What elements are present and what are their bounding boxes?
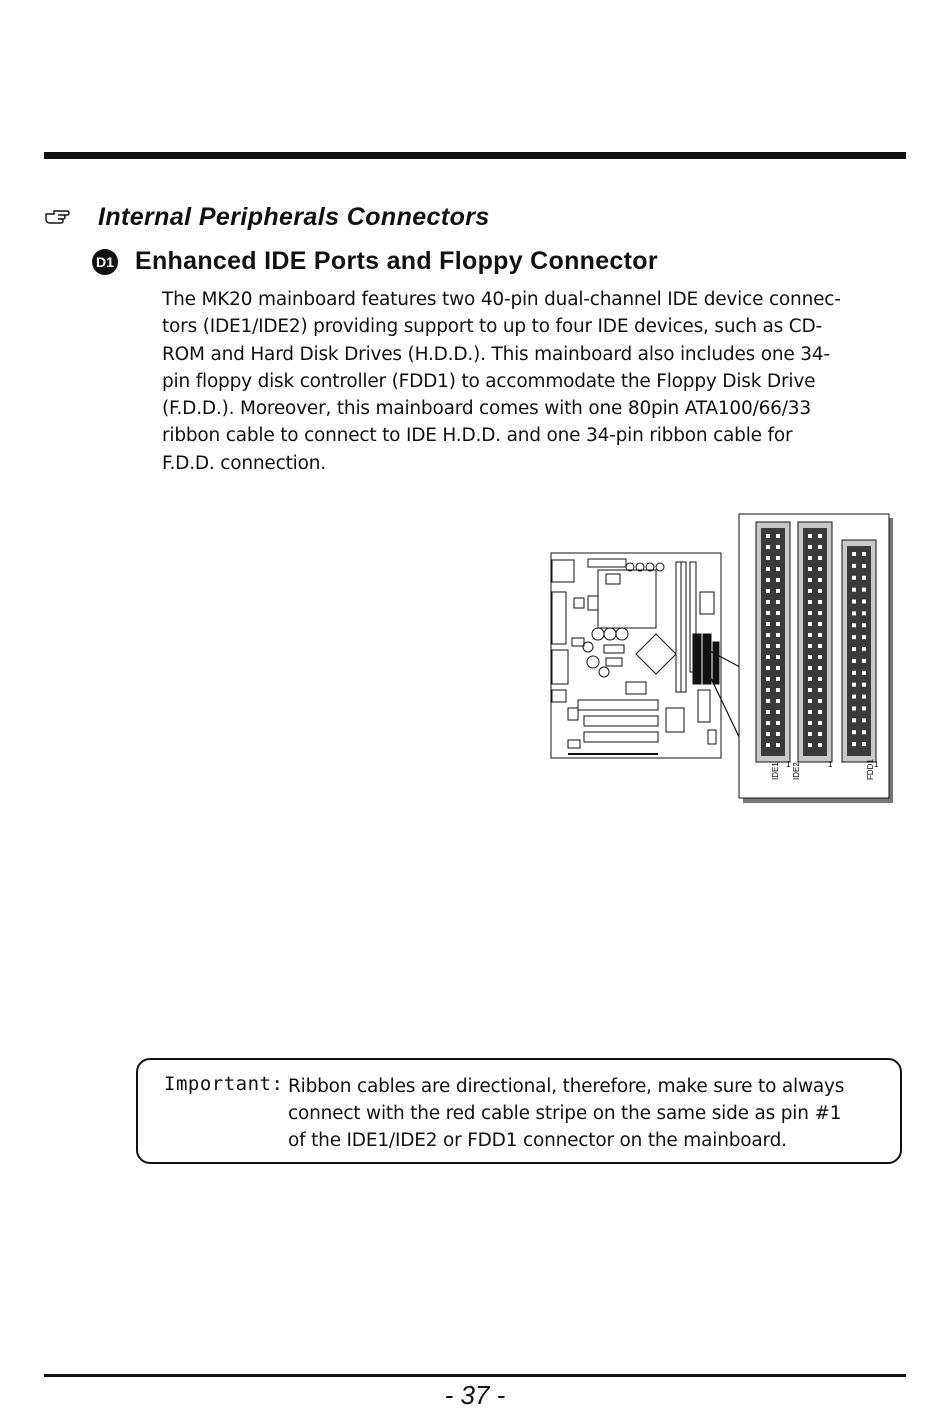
body-paragraph [162, 286, 902, 477]
ide2-label: IDE2 [792, 762, 801, 780]
important-line: Ribbon cables are directional, therefore, make sure to always [288, 1076, 845, 1097]
pin1-marker-fdd1: 1 [874, 760, 879, 769]
body-line: F.D.D. connection. [162, 452, 326, 474]
body-line: pin floppy disk controller (FDD1) to accommodate the Floppy Disk Drive [162, 370, 816, 392]
important-note [136, 1058, 902, 1164]
important-line: of the IDE1/IDE2 or FDD1 connector on the mainboard. [288, 1130, 787, 1151]
top-rule [44, 152, 906, 159]
important-label: Important: [164, 1073, 284, 1095]
important-line: connect with the red cable stripe on the same side as pin #1 [288, 1103, 842, 1124]
fdd1-label: FDD1 [866, 759, 875, 780]
ide1-label: IDE1 [771, 762, 780, 780]
section-title: Internal Peripherals Connectors [98, 203, 490, 231]
body-line: The MK20 mainboard features two 40-pin dual-channel IDE device connec- [162, 289, 841, 310]
important-text [288, 1073, 898, 1154]
fdd1-connector [842, 540, 876, 762]
mainboard-diagram [551, 553, 721, 758]
pin1-marker-ide2: 1 [828, 760, 833, 769]
pointing-hand-icon [44, 208, 70, 226]
body-line: (F.D.D.). Moreover, this mainboard comes with one 80pin ATA100/66/33 [162, 398, 811, 420]
subsection-badge: D1 [92, 249, 118, 275]
page-number: - 37 - [444, 1380, 506, 1410]
mainboard-connector-figure [548, 512, 898, 807]
body-line: ribbon cable to connect to IDE H.D.D. and one 34-pin ribbon cable for [162, 425, 793, 447]
subsection-title: Enhanced IDE Ports and Floppy Connector [135, 247, 658, 275]
body-line: tors (IDE1/IDE2) providing support to up to four IDE devices, such as CD- [162, 316, 823, 338]
bottom-rule [44, 1374, 906, 1377]
pin1-marker-ide1: 1 [786, 760, 791, 769]
body-line: ROM and Hard Disk Drives (H.D.D.). This mainboard also includes one 34- [162, 343, 830, 365]
ide2-connector [798, 522, 832, 762]
ide1-connector [756, 522, 790, 762]
